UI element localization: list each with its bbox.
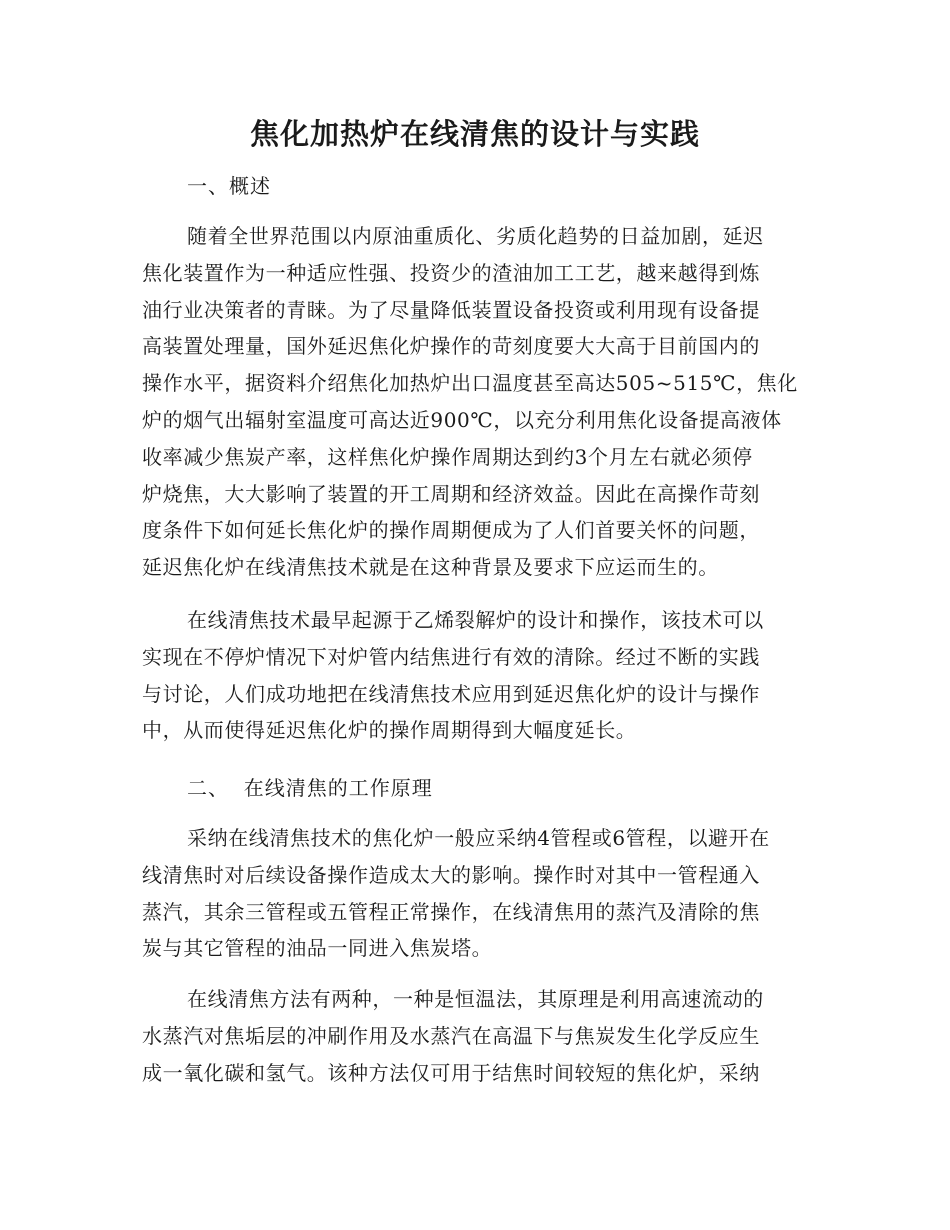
text-line: 实现在不停炉情况下对炉管内结焦进行有效的清除。经过不断的实践 xyxy=(142,644,760,669)
text-line: 随着全世界范围以内原油重质化、劣质化趋势的日益加剧，延迟 xyxy=(187,224,764,248)
text-line: 蒸汽，其余三管程或五管程正常操作，在线清焦用的蒸汽及清除的焦 xyxy=(142,899,760,924)
text-line: 采纳在线清焦技术的焦化炉一般应采纳4管程或6管程，以避开在 xyxy=(187,826,770,850)
text-line: 高装置处理量，国外延迟焦化炉操作的苛刻度要大大高于目前国内的 xyxy=(142,334,760,359)
text-line: 与讨论，人们成功地把在线清焦技术应用到延迟焦化炉的设计与操作 xyxy=(142,681,760,706)
text-line: 炉的烟气出辐射室温度可高达近900℃，以充分利用焦化设备提高液体 xyxy=(142,407,782,432)
paragraph xyxy=(142,981,822,1091)
text-line: 在线清焦方法有两种，一种是恒温法，其原理是利用高速流动的 xyxy=(187,987,764,1011)
text-line: 线清焦时对后续设备操作造成太大的影响。操作时对其中一管程通入 xyxy=(142,862,760,887)
text-line: 炭与其它管程的油品一同进入焦炭塔。 xyxy=(142,936,493,961)
text-line: 水蒸汽对焦垢层的冲刷作用及水蒸汽在高温下与焦炭发生化学反应生 xyxy=(142,1023,760,1048)
section-heading-overview: 一、概述 xyxy=(187,174,271,198)
text-line: 收率减少焦炭产率，这样焦化炉操作周期达到约3个月左右就必须停 xyxy=(142,444,753,469)
text-line: 度条件下如何延长焦化炉的操作周期便成为了人们首要关怀的问题， xyxy=(142,518,760,543)
text-line: 中，从而使得延迟焦化炉的操作周期得到大幅度延长。 xyxy=(142,718,637,743)
paragraph xyxy=(142,602,822,749)
text-line: 油行业决策者的青睐。为了尽量降低装置设备投资或利用现有设备提 xyxy=(142,297,760,322)
text-line: 延迟焦化炉在线清焦技术就是在这种背景及要求下应运而生的。 xyxy=(142,555,719,580)
section-heading-working-principle: 二、 在线清焦的工作原理 xyxy=(187,776,433,800)
paragraph xyxy=(142,218,822,586)
paragraph xyxy=(142,820,822,967)
document-title: 焦化加热炉在线清焦的设计与实践 xyxy=(249,117,700,151)
text-line: 在线清焦技术最早起源于乙烯裂解炉的设计和操作，该技术可以 xyxy=(187,608,764,632)
text-line: 操作水平，据资料介绍焦化加热炉出口温度甚至高达505~515℃，焦化 xyxy=(142,371,798,396)
text-line: 炉烧焦，大大影响了装置的开工周期和经济效益。因此在高操作苛刻 xyxy=(142,481,760,506)
text-line: 焦化装置作为一种适应性强、投资少的渣油加工工艺，越来越得到炼 xyxy=(142,260,760,285)
text-line: 成一氧化碳和氢气。该种方法仅可用于结焦时间较短的焦化炉，采纳 xyxy=(142,1060,760,1085)
